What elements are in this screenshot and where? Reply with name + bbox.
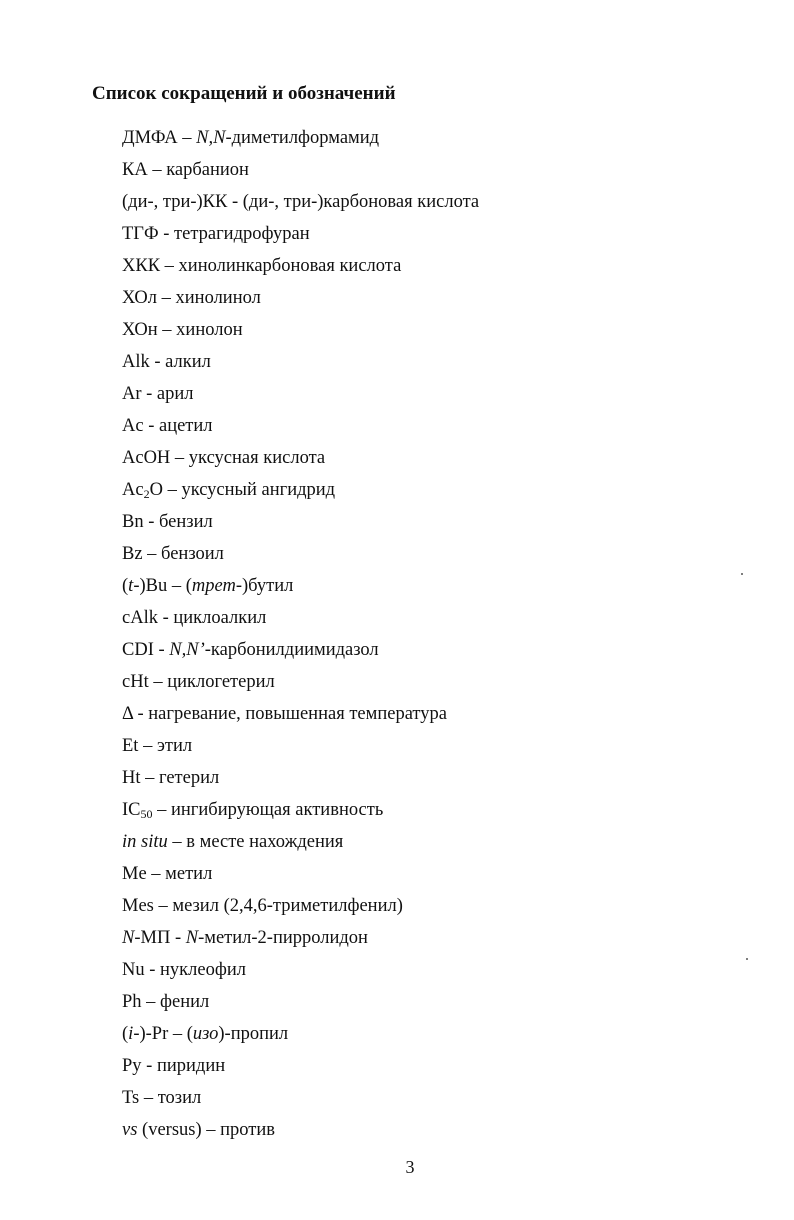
entry-text: -)бутил <box>235 576 294 597</box>
abbreviation-entry <box>122 282 479 314</box>
entry-text: -метил-2-пирролидон <box>198 928 368 949</box>
abbreviation-entry <box>122 474 479 506</box>
entry-text: )-пропил <box>218 1024 289 1045</box>
abbreviation-list <box>122 122 479 1147</box>
italic-term: N,N’ <box>169 640 205 661</box>
abbreviation-entry <box>122 698 479 730</box>
italic-term: i <box>128 1024 134 1045</box>
abbreviation-entry <box>122 858 479 890</box>
entry-text: ДМФА – <box>122 128 197 148</box>
entry-text: Ar - арил <box>122 384 194 405</box>
abbreviation-entry <box>122 154 479 186</box>
entry-text: -)Bu – ( <box>133 576 192 597</box>
entry-text: КА – карбанион <box>122 160 249 181</box>
italic-term: N,N <box>196 128 226 148</box>
abbreviation-entry <box>122 346 479 378</box>
entry-text: -)-Pr – ( <box>133 1024 193 1045</box>
entry-text: – в месте нахождения <box>167 832 344 853</box>
abbreviation-entry <box>122 634 479 666</box>
italic-term: vs <box>122 1120 138 1141</box>
entry-text: – ингибирующая активность <box>152 800 384 821</box>
abbreviation-entry <box>122 1018 479 1050</box>
entry-text: Ac <box>122 480 144 501</box>
entry-text: Ht – гетерил <box>122 768 220 789</box>
entry-text: Bz – бензоил <box>122 544 224 565</box>
abbreviation-entry <box>122 762 479 794</box>
abbreviation-entry <box>122 538 479 570</box>
abbreviation-entry <box>122 954 479 986</box>
abbreviation-entry <box>122 442 479 474</box>
subscript: 2 <box>143 487 150 502</box>
entry-text: ХКК – хинолинкарбоновая кислота <box>122 256 402 277</box>
entry-text: AcOH – уксусная кислота <box>122 448 326 469</box>
entry-text: ТГФ - тетрагидрофуран <box>122 224 310 245</box>
page-title: Список сокращений и обозначений <box>92 83 396 104</box>
entry-text: cAlk - циклоалкил <box>122 608 267 629</box>
abbreviation-entry <box>122 378 479 410</box>
italic-term: in situ <box>122 832 168 853</box>
abbreviation-entry <box>122 186 479 218</box>
entry-text: IC <box>122 800 141 821</box>
entry-text: ХОн – хинолон <box>122 320 243 341</box>
entry-text: Ac - ацетил <box>122 416 213 437</box>
entry-text: ( <box>122 576 129 597</box>
abbreviation-entry <box>122 314 479 346</box>
abbreviation-entry <box>122 410 479 442</box>
abbreviation-entry <box>122 826 479 858</box>
page-number: 3 <box>405 1157 415 1177</box>
abbreviation-entry <box>122 1082 479 1114</box>
entry-text: Δ - нагревание, повышенная температура <box>122 704 447 725</box>
abbreviation-entry <box>122 890 479 922</box>
entry-text: ( <box>122 1024 129 1045</box>
italic-term: трет <box>191 576 236 597</box>
entry-text: ХОл – хинолинол <box>122 288 261 309</box>
entry-text: Py - пиридин <box>122 1056 226 1077</box>
entry-text: Ph – фенил <box>122 992 210 1013</box>
abbreviation-entry <box>122 666 479 698</box>
entry-text: (ди-, три-)КК - (ди-, три-)карбоновая кислота <box>122 192 480 213</box>
entry-text: -МП - <box>134 928 186 949</box>
entry-text: cHt – циклогетерил <box>122 672 275 693</box>
entry-text: Bn - бензил <box>122 512 213 533</box>
italic-term: N <box>185 928 199 949</box>
italic-term: N <box>122 928 135 949</box>
italic-term: t <box>128 576 134 597</box>
abbreviation-entry <box>122 506 479 538</box>
entry-text: Alk - алкил <box>122 352 211 373</box>
abbreviation-entry <box>122 122 479 154</box>
abbreviation-entry <box>122 250 479 282</box>
abbreviation-entry <box>122 602 479 634</box>
abbreviation-entry <box>122 730 479 762</box>
italic-term: изо <box>192 1024 219 1045</box>
entry-text: Mes – мезил (2,4,6-триметилфенил) <box>122 896 403 917</box>
abbreviation-entry <box>122 922 479 954</box>
entry-text: O – уксусный ангидрид <box>149 480 336 501</box>
abbreviation-entry <box>122 1050 479 1082</box>
entry-text: -карбонилдиимидазол <box>204 640 379 661</box>
abbreviation-entry <box>122 570 479 602</box>
entry-text: Me – метил <box>122 864 213 885</box>
subscript: 50 <box>140 807 153 822</box>
entry-text: Ts – тозил <box>122 1088 202 1109</box>
entry-text: Et – этил <box>122 736 193 757</box>
abbreviation-entry <box>122 794 479 826</box>
scan-speck <box>746 958 748 960</box>
entry-text: -диметилформамид <box>225 128 380 148</box>
scan-speck <box>741 573 743 575</box>
abbreviation-entry <box>122 218 479 250</box>
entry-text: (versus) – против <box>137 1120 276 1141</box>
abbreviation-entry <box>122 1114 479 1146</box>
entry-text: Nu - нуклеофил <box>122 960 246 981</box>
abbreviation-entry <box>122 986 479 1018</box>
entry-text: CDI - <box>122 640 170 661</box>
